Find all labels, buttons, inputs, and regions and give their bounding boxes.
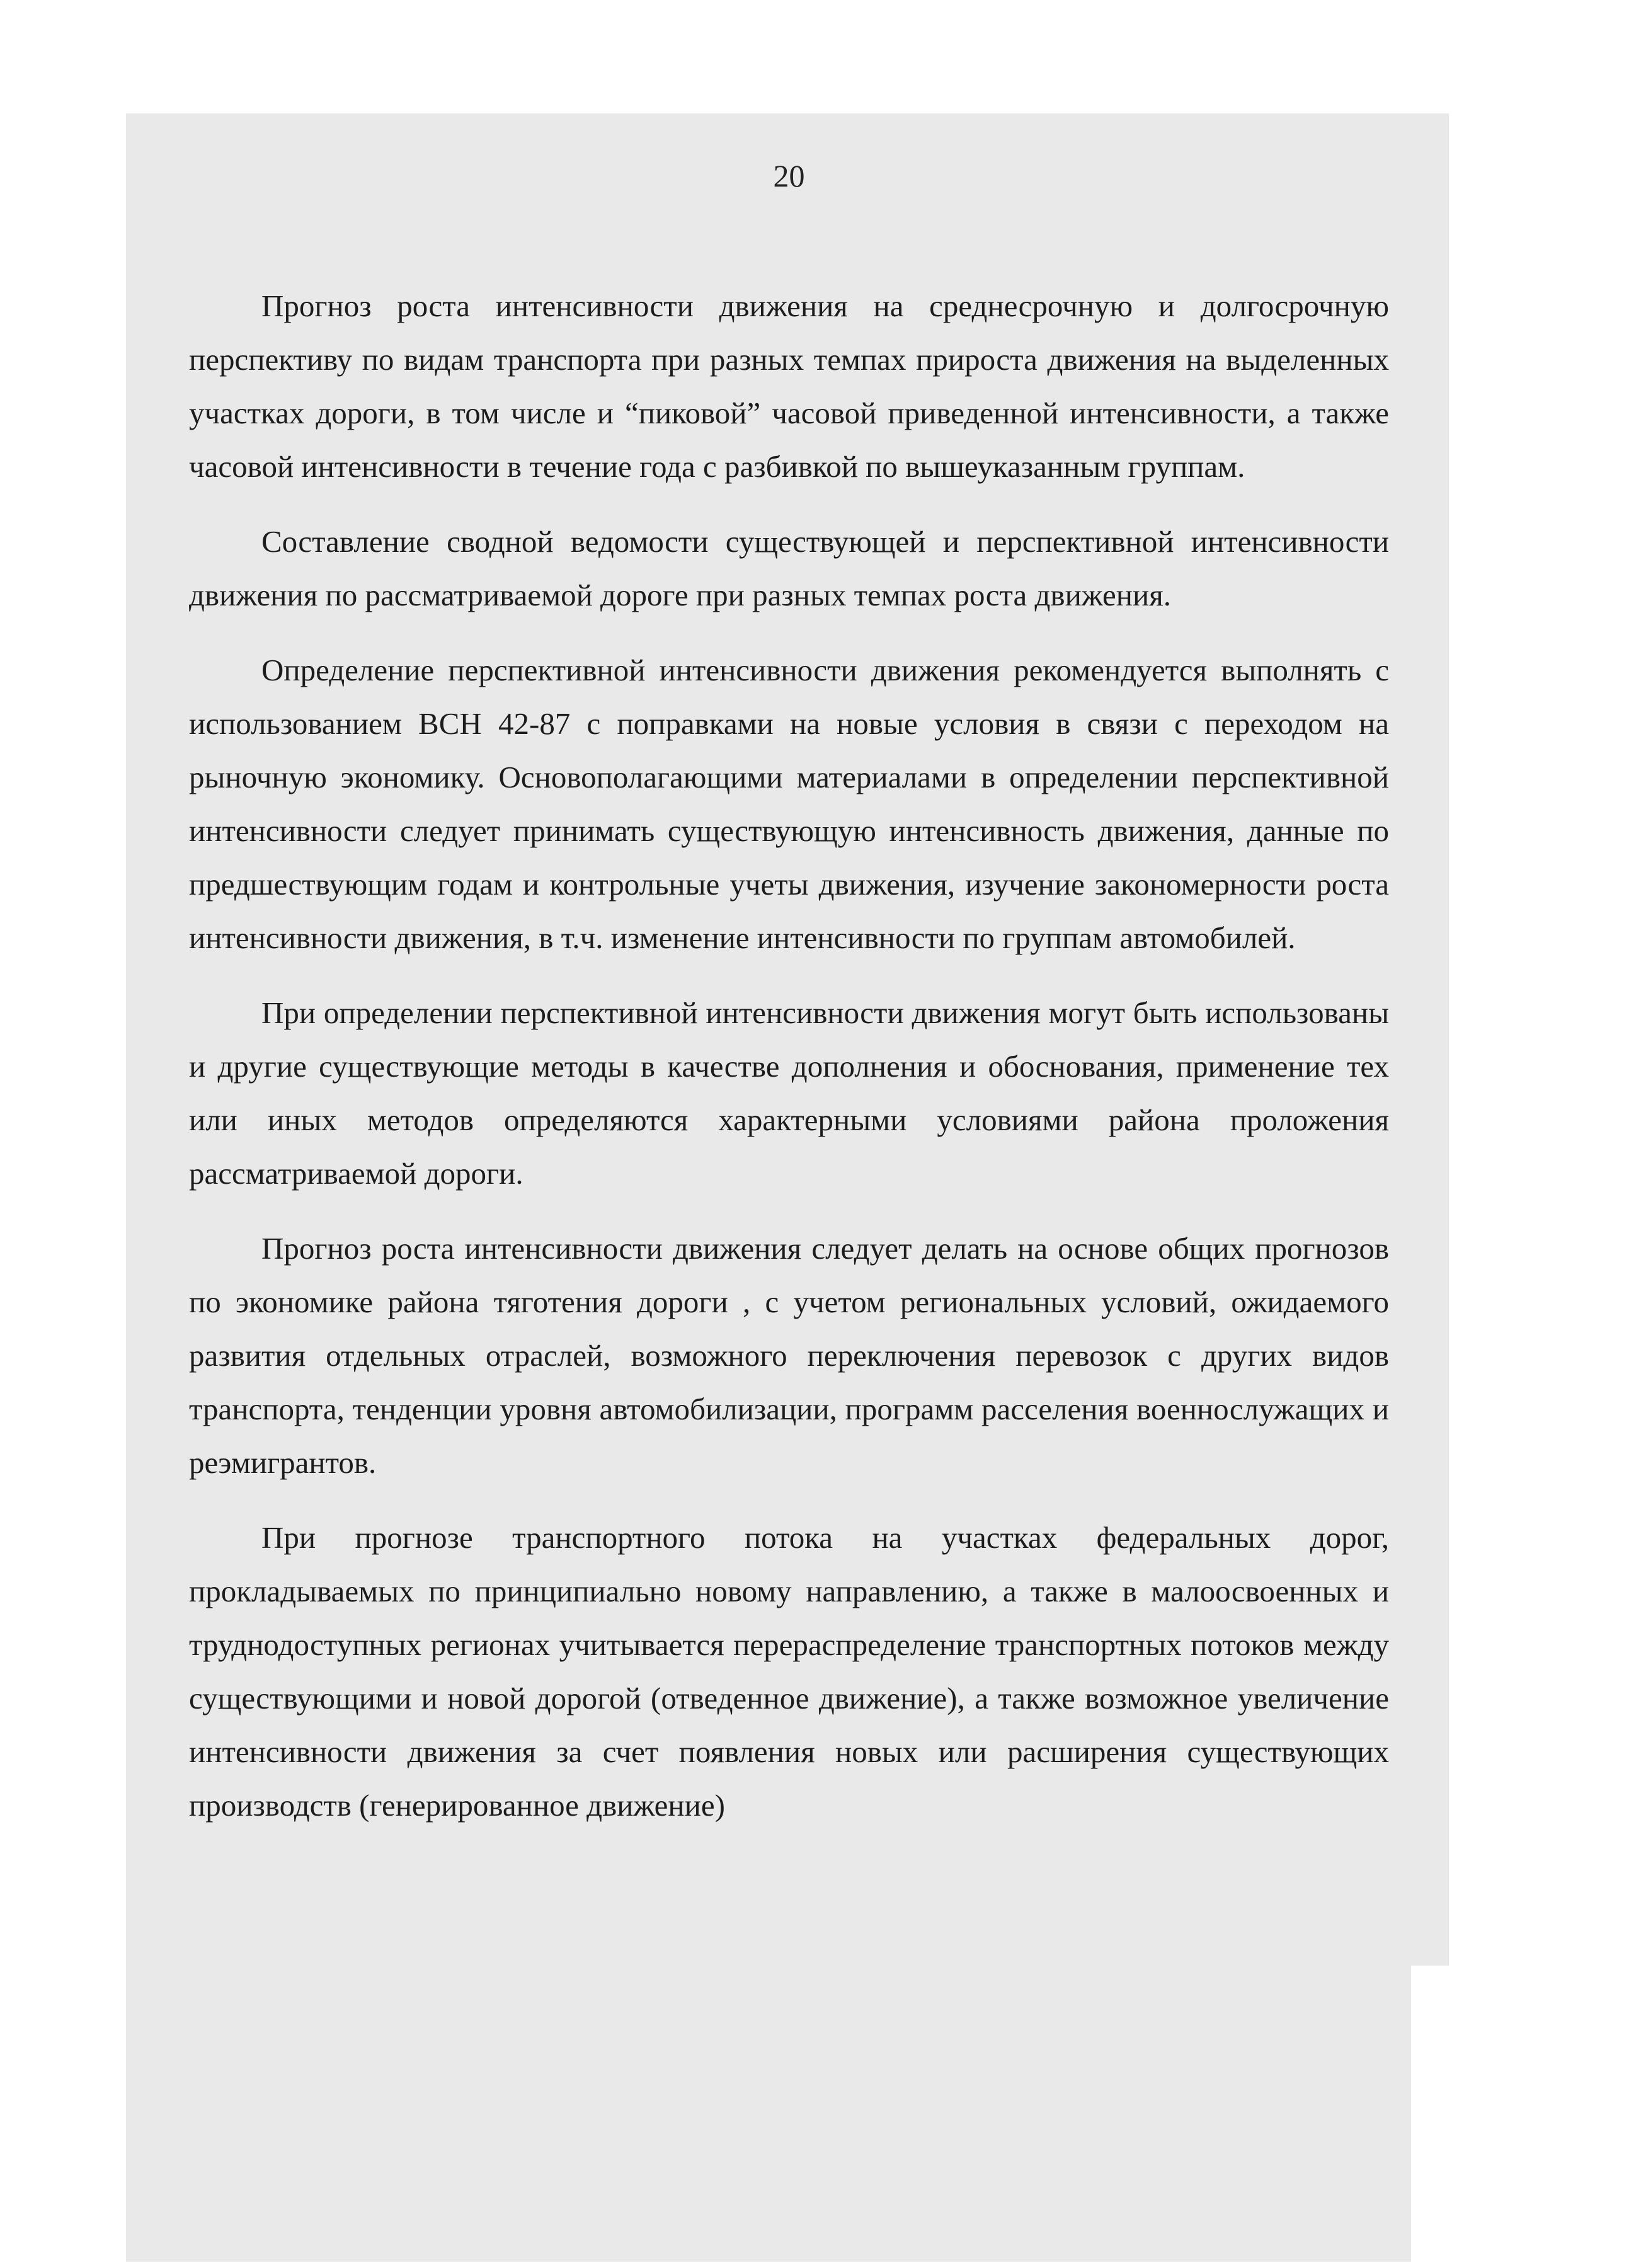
paragraph-forecast-basis: Прогноз роста интенсивности движения следует делать на основе общих прогнозов по экономике района тяготения дороги , с учетом региональных условий, ожидаемого развития отдельных отраслей, возможного переключения перевозок с других видов транспорта, тенденции уровня автомобилизации, программ расселения военнослужащих и реэмигрантов. — [189, 1231, 1389, 1480]
paragraph-other-methods: При определении перспективной интенсивности движения могут быть использованы и другие существующие методы в качестве дополнения и обоснования, применение тех или иных методов определяются характерными условиями района проложения рассматриваемой дороги. — [189, 995, 1389, 1191]
paragraph-forecast-growth: Прогноз роста интенсивности движения на среднесрочную и долгосрочную перспективу по видам транспорта при разных темпах прироста движения на выделенных участках дороги, в том числе и “пиковой” часовой приведенной интенсивности, а также часовой интенсивности в течение года с разбивкой по вышеуказанным группам. — [189, 289, 1389, 484]
paragraph-determination-method: Определение перспективной интенсивности движения рекомендуется выполнять с использованием ВСН 42-87 с поправками на новые условия в связи с переходом на рыночную экономику. Основополагающими материалами в определении перспективной интенсивности следует принимать существующую интенсивность движения, данные по предшествующим годам и контрольные учеты движения, изучение закономерности роста интенсивности движения, в т.ч. изменение интенсивности по группам автомобилей. — [189, 653, 1389, 955]
page-number: 20 — [773, 158, 805, 193]
paragraph-summary-statement: Составление сводной ведомости существующей и перспективной интенсивности движения по рассматриваемой дороге при разных темпах роста движения. — [189, 524, 1389, 612]
paragraph-new-routes: При прогнозе транспортного потока на участках федеральных дорог, прокладываемых по принципиально новому направлению, а также в малоосвоенных и труднодоступных регионах учитывается перераспределение транспортных потоков между существующими и новой дорогой (отведенное движение), а также возможное увеличение интенсивности движения за счет появления новых или расширения существующих производств (генерированное движение) — [189, 1520, 1389, 1823]
document-body — [189, 158, 1389, 1853]
scan-edge-cutout — [1411, 1966, 1487, 2268]
